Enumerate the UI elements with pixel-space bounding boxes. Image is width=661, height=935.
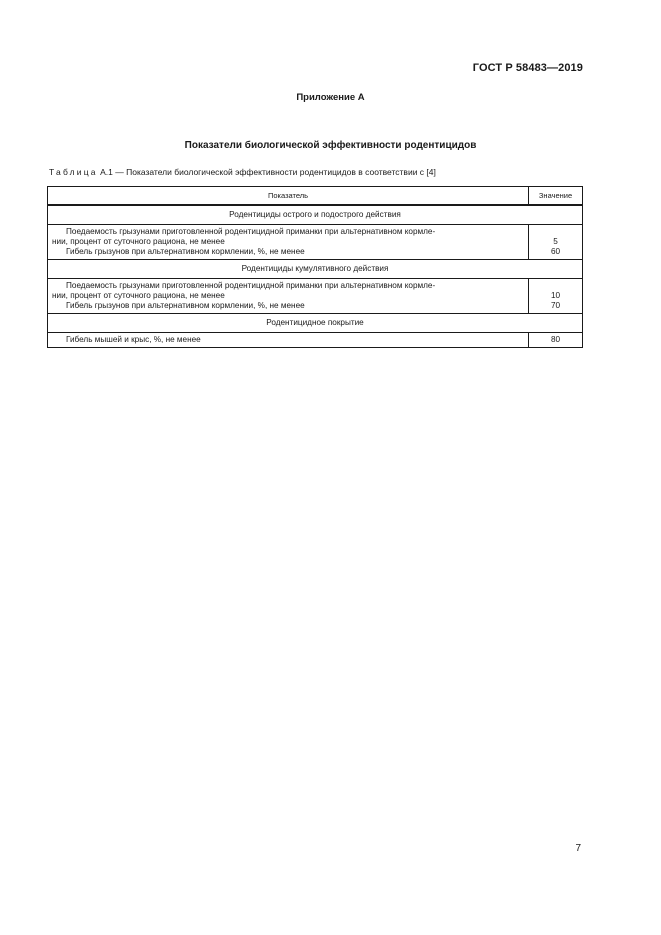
value-text: 70 bbox=[550, 301, 561, 310]
group-title: Родентицидное покрытие bbox=[48, 314, 583, 333]
value-text: 80 bbox=[550, 335, 561, 344]
indicators-table bbox=[47, 186, 583, 348]
group-title: Родентициды кумулятивного действия bbox=[48, 260, 583, 279]
standard-number: ГОСТ Р 58483—2019 bbox=[472, 62, 583, 74]
indicator-line: Поедаемость грызунами приготовленной родентицидной приманки при альтернативном кормле- bbox=[66, 281, 436, 290]
value-text: 60 bbox=[550, 247, 561, 256]
value-cell bbox=[529, 225, 583, 260]
indicator-line: нии, процент от суточного рациона, не менее bbox=[52, 291, 225, 300]
group-header-row bbox=[48, 260, 583, 279]
column-header-value: Значение bbox=[529, 187, 583, 206]
table-row bbox=[48, 279, 583, 314]
indicator-line: Гибель мышей и крыс, %, не менее bbox=[66, 335, 201, 344]
table-caption bbox=[49, 167, 436, 177]
indicator-line: Гибель грызунов при альтернативном кормлении, %, не менее bbox=[66, 247, 305, 256]
group-title: Родентициды острого и подострого действия bbox=[48, 205, 583, 225]
value-text: 10 bbox=[550, 291, 561, 300]
table-row bbox=[48, 225, 583, 260]
value-cell bbox=[529, 333, 583, 348]
table-header-row bbox=[48, 187, 583, 206]
annex-title: Приложение А bbox=[296, 92, 365, 103]
value-cell bbox=[529, 279, 583, 314]
page-number: 7 bbox=[575, 843, 581, 854]
indicator-line: Поедаемость грызунами приготовленной родентицидной приманки при альтернативном кормле- bbox=[66, 227, 436, 236]
group-header-row bbox=[48, 314, 583, 333]
indicator-line: нии, процент от суточного рациона, не менее bbox=[52, 237, 225, 246]
group-header-row bbox=[48, 205, 583, 225]
indicator-line: Гибель грызунов при альтернативном кормлении, %, не менее bbox=[66, 301, 305, 310]
table-caption-number: А.1 bbox=[100, 167, 113, 177]
indicator-cell bbox=[48, 333, 529, 348]
indicator-cell bbox=[48, 279, 529, 314]
table-row bbox=[48, 333, 583, 348]
indicator-cell bbox=[48, 225, 529, 260]
column-header-indicator: Показатель bbox=[48, 187, 529, 206]
table-caption-label: Таблица bbox=[49, 167, 98, 177]
section-title: Показатели биологической эффективности родентицидов bbox=[184, 140, 477, 151]
table-caption-text: — Показатели биологической эффективности родентицидов в соответствии с [4] bbox=[115, 167, 436, 177]
value-text: 5 bbox=[553, 237, 558, 246]
